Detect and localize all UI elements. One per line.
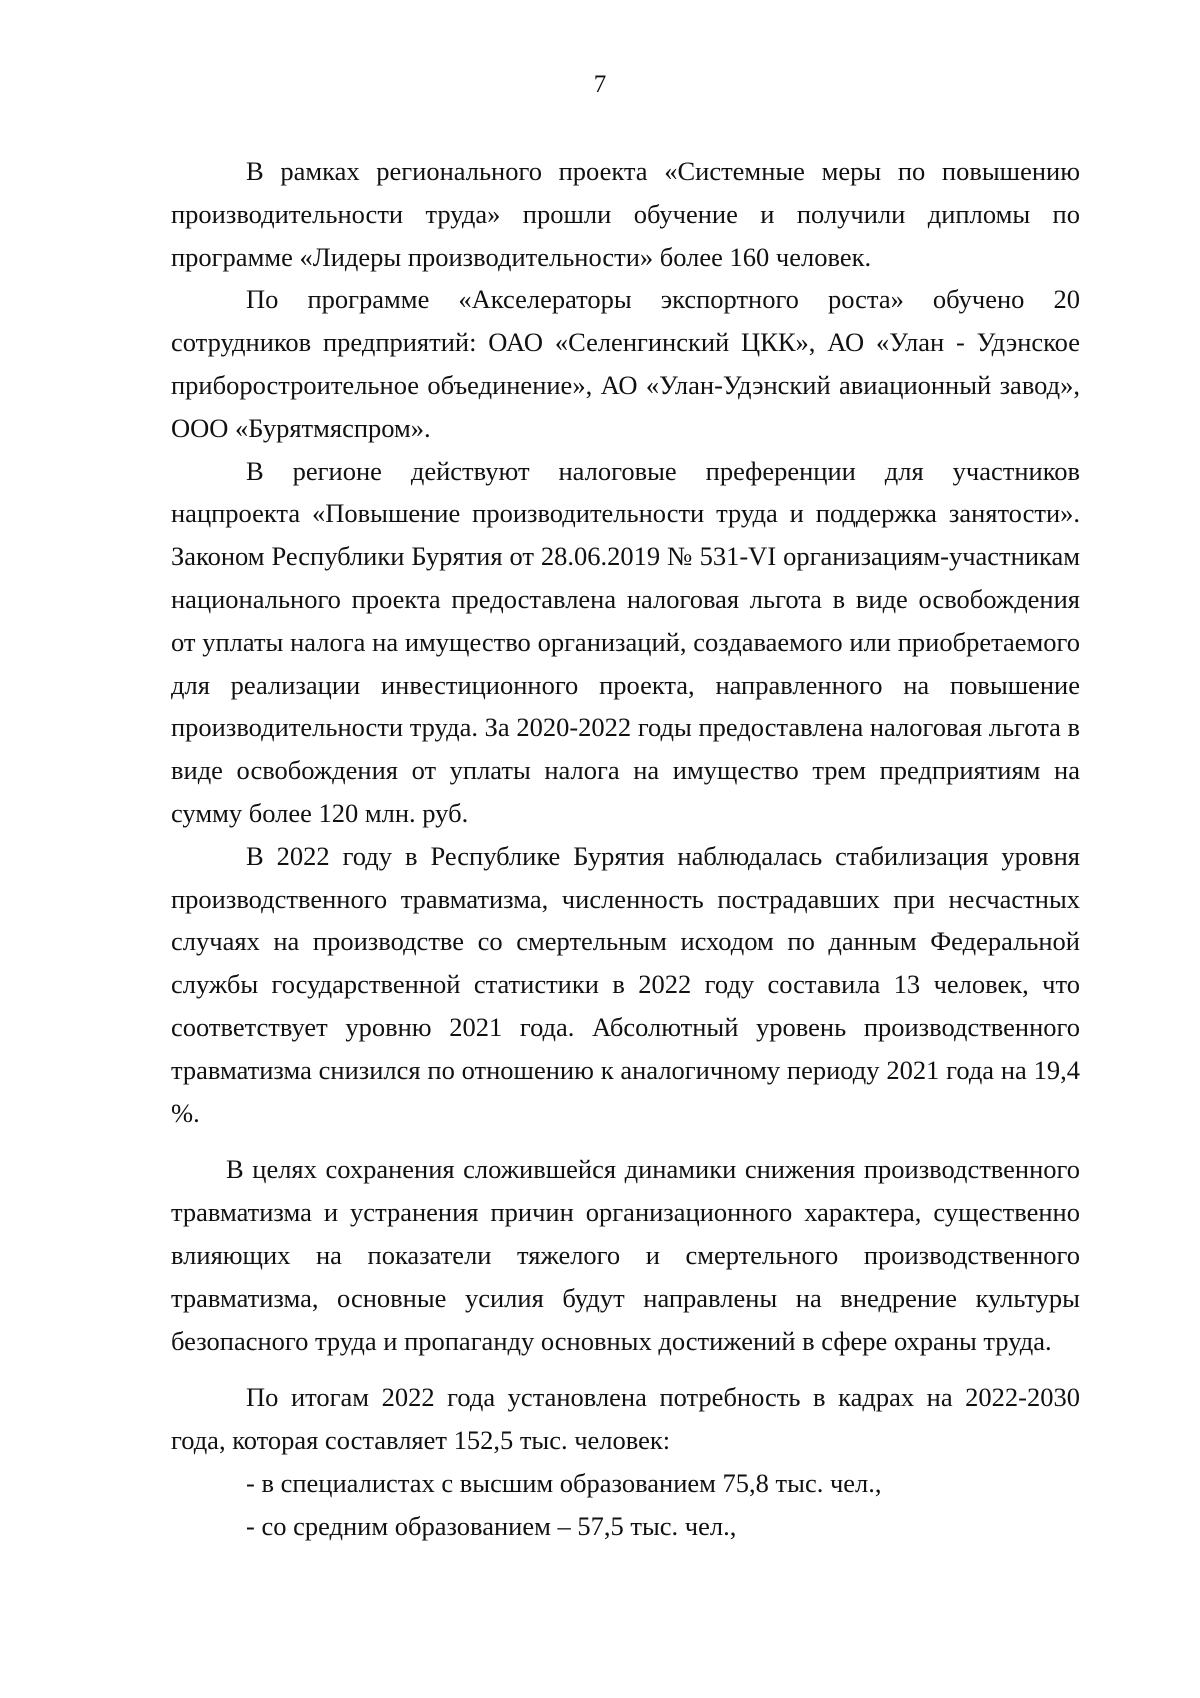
paragraph-productivity-leaders: В рамках регионального проекта «Системные меры по повышению производительности труда» прошли обучение и получили дипломы по программе «Лидеры производительности» более 160 человек. (171, 156, 1080, 272)
paragraph-tax-preferences: В регионе действуют налоговые преференции для участников нацпроекта «Повышение производительности труда и поддержка занятости». Законом Республики Бурятия от 28.06.2019 № 531-VI организациям-участникам национального проекта предоставлена налоговая льгота в виде освобождения от уплаты налога на имущество организаций, создаваемого или приобретаемого для реализации инвестиционного проекта, направленного на повышение производительности труда. За 2020-2022 годы предоставлена налоговая льгота в виде освобождения от уплаты налога на имущество трем предприятиям на сумму более 120 млн. руб. (171, 455, 1080, 828)
paragraph-occupational-injuries: В 2022 году в Республике Бурятия наблюдалась стабилизация уровня производственного травматизма, численность пострадавших при несчастных случаях на производстве со смертельным исходом по данным Федеральной службы государственной статистики в 2022 году составила 13 человек, что соответствует уровню 2021 года. Абсолютный уровень производственного травматизма снизился по отношению к аналогичному периоду 2021 года на 19,4 %. (171, 840, 1080, 1128)
paragraph-staff-demand: По итогам 2022 года установлена потребность в кадрах на 2022-2030 года, которая составляет 152,5 тыс. человек: (171, 1382, 1080, 1456)
page-number: 7 (593, 71, 607, 98)
paragraph-labor-safety: В целях сохранения сложившейся динамики снижения производственного травматизма и устранения причин организационного характера, существенно влияющих на показатели тяжелого и смертельного производственного травматизма, основные усилия будут направлены на внедрение культуры безопасного труда и пропаганду основных достижений в сфере охраны труда. (171, 1154, 1080, 1356)
list-item-secondary-education: - со средним образованием – 57,5 тыс. чел., (246, 1510, 737, 1541)
list-item-higher-education: - в специалистах с высшим образованием 75,8 тыс. чел., (246, 1467, 882, 1498)
document-body (171, 150, 1080, 1548)
paragraph-export-accelerators: По программе «Акселераторы экспортного роста» обучено 20 сотрудников предприятий: ОАО «Селенгинский ЦКК», АО «Улан - Удэнское приборостроительное объединение», АО «Улан-Удэнский авиационный завод», ООО «Бурятмяспром». (171, 284, 1080, 443)
